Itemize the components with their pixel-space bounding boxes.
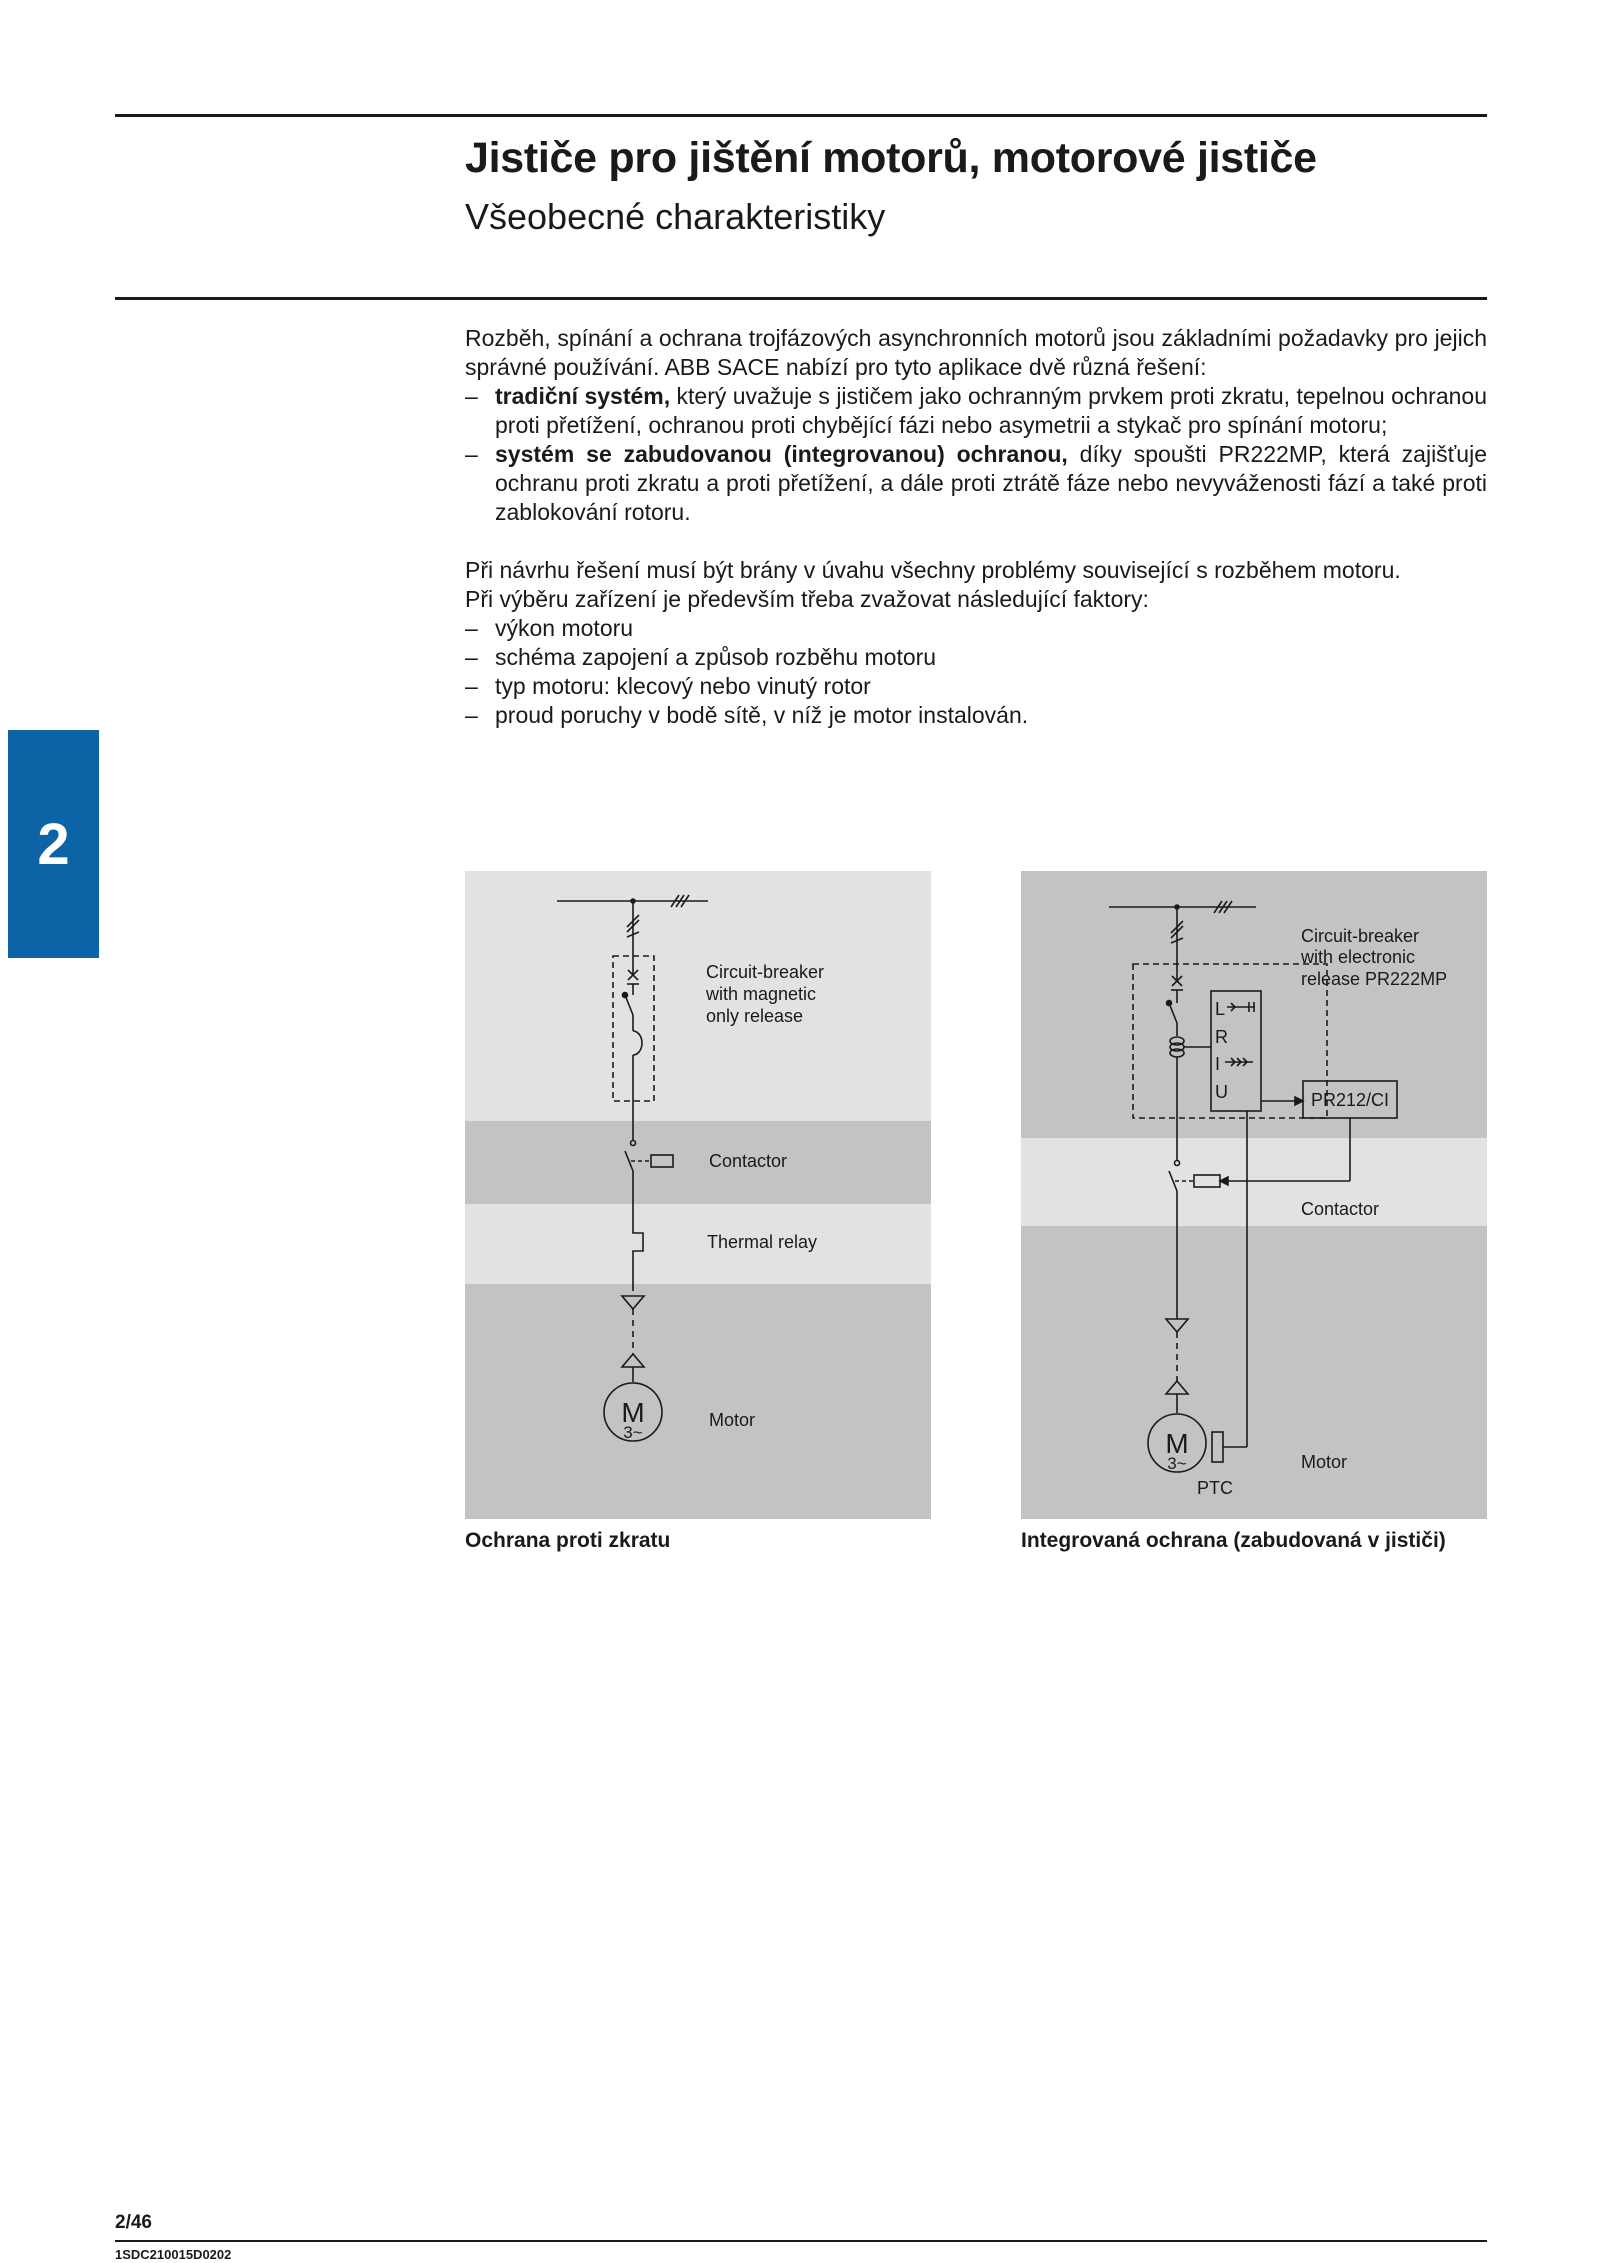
- list-item: – typ motoru: klecový nebo vinutý rotor: [465, 672, 1487, 701]
- thermal-relay-label: Thermal relay: [707, 1232, 818, 1252]
- list-item: – výkon motoru: [465, 614, 1487, 643]
- diagram-short-circuit: [465, 871, 931, 1519]
- motor-phase-text: 3~: [1167, 1454, 1187, 1473]
- solution-bold: systém se zabudovanou (integrovanou) ochranou,: [495, 441, 1068, 467]
- design-line: Při výběru zařízení je především třeba zvažovat následující faktory:: [465, 586, 1149, 612]
- release-function-r: R: [1215, 1027, 1228, 1047]
- motor-phase-text: 3~: [623, 1423, 643, 1442]
- release-function-l: L: [1215, 999, 1226, 1019]
- cb-label-line: release PR222MP: [1301, 969, 1448, 989]
- list-item: – proud poruchy v bodě sítě, v níž je motor instalován.: [465, 701, 1487, 730]
- diagram-integrated: [1021, 871, 1487, 1519]
- document-code: 1SDC210015D0202: [115, 2247, 232, 2262]
- solution-text: díky spoušti PR222MP, která zajišťuje ochranu proti zkratu a proti přetížení, a dále proti ztrátě fáze nebo nevyváženosti fází a také proti zablokování rotoru.: [495, 441, 1487, 525]
- motor-symbol-text: M: [621, 1397, 645, 1428]
- header-bottom-rule: [115, 297, 1487, 300]
- chapter-tab: 2: [8, 730, 99, 958]
- list-item: – schéma zapojení a způsob rozběhu motoru: [465, 643, 1487, 672]
- band-motor: [465, 1284, 931, 1519]
- motor-symbol-text: M: [1165, 1428, 1189, 1459]
- page-title: Jističe pro jištění motorů, motorové jističe: [465, 134, 1317, 182]
- solution-bold: tradiční systém,: [495, 383, 671, 409]
- circuit-diagram-right: [1021, 871, 1487, 1519]
- body-text: [465, 324, 1487, 730]
- diagram-caption-right: Integrovaná ochrana (zabudovaná v jističi): [1021, 1529, 1446, 1552]
- contactor-label: Contactor: [709, 1151, 788, 1171]
- factors-list: [465, 614, 1487, 730]
- motor-label: Motor: [1301, 1452, 1348, 1472]
- paragraph-gap: [465, 527, 1487, 556]
- release-function-u: U: [1215, 1082, 1228, 1102]
- band-thermal: [465, 1204, 931, 1284]
- design-line: Při návrhu řešení musí být brány v úvahu všechny problémy související s rozběhem motoru.: [465, 557, 1401, 583]
- solutions-list: [465, 382, 1487, 527]
- contactor-label: Contactor: [1301, 1199, 1380, 1219]
- cb-label-line: Circuit-breaker: [1301, 926, 1420, 946]
- cb-label-line: with magnetic: [706, 984, 817, 1004]
- ptc-label: PTC: [1197, 1478, 1233, 1498]
- circuit-diagram-left: [465, 871, 931, 1519]
- pr212-ci-label: PR212/CI: [1310, 1090, 1390, 1110]
- band-motor: [1021, 1226, 1487, 1519]
- page-subtitle: Všeobecné charakteristiky: [465, 196, 886, 237]
- motor-label: Motor: [709, 1410, 756, 1430]
- band-contactor: [465, 1121, 931, 1204]
- cb-label-line: only release: [706, 1006, 804, 1026]
- cb-label-line: Circuit-breaker: [706, 962, 825, 982]
- band-contactor: [1021, 1138, 1487, 1226]
- header-top-rule: [115, 114, 1487, 117]
- release-function-i: I: [1215, 1054, 1221, 1074]
- band-breaker: [465, 871, 931, 1121]
- intro-paragraph: Rozběh, spínání a ochrana trojfázových asynchronních motorů jsou základními požadavky pro jejich správné používání. ABB SACE nabízí pro tyto aplikace dvě různá řešení:: [465, 325, 1487, 380]
- solution-text: který uvažuje s jističem jako ochranným prvkem proti zkratu, tepelnou ochranou proti přetížení, ochranou proti chybějící fázi nebo asymetrii a stykač pro spínání motoru;: [495, 383, 1488, 438]
- footer-rule: [115, 2240, 1487, 2242]
- diagram-caption-left: Ochrana proti zkratu: [465, 1529, 671, 1552]
- list-item: [465, 382, 1487, 440]
- list-item: [465, 440, 1487, 527]
- page-number: 2/46: [115, 2212, 152, 2233]
- cb-label-line: with electronic: [1301, 947, 1416, 967]
